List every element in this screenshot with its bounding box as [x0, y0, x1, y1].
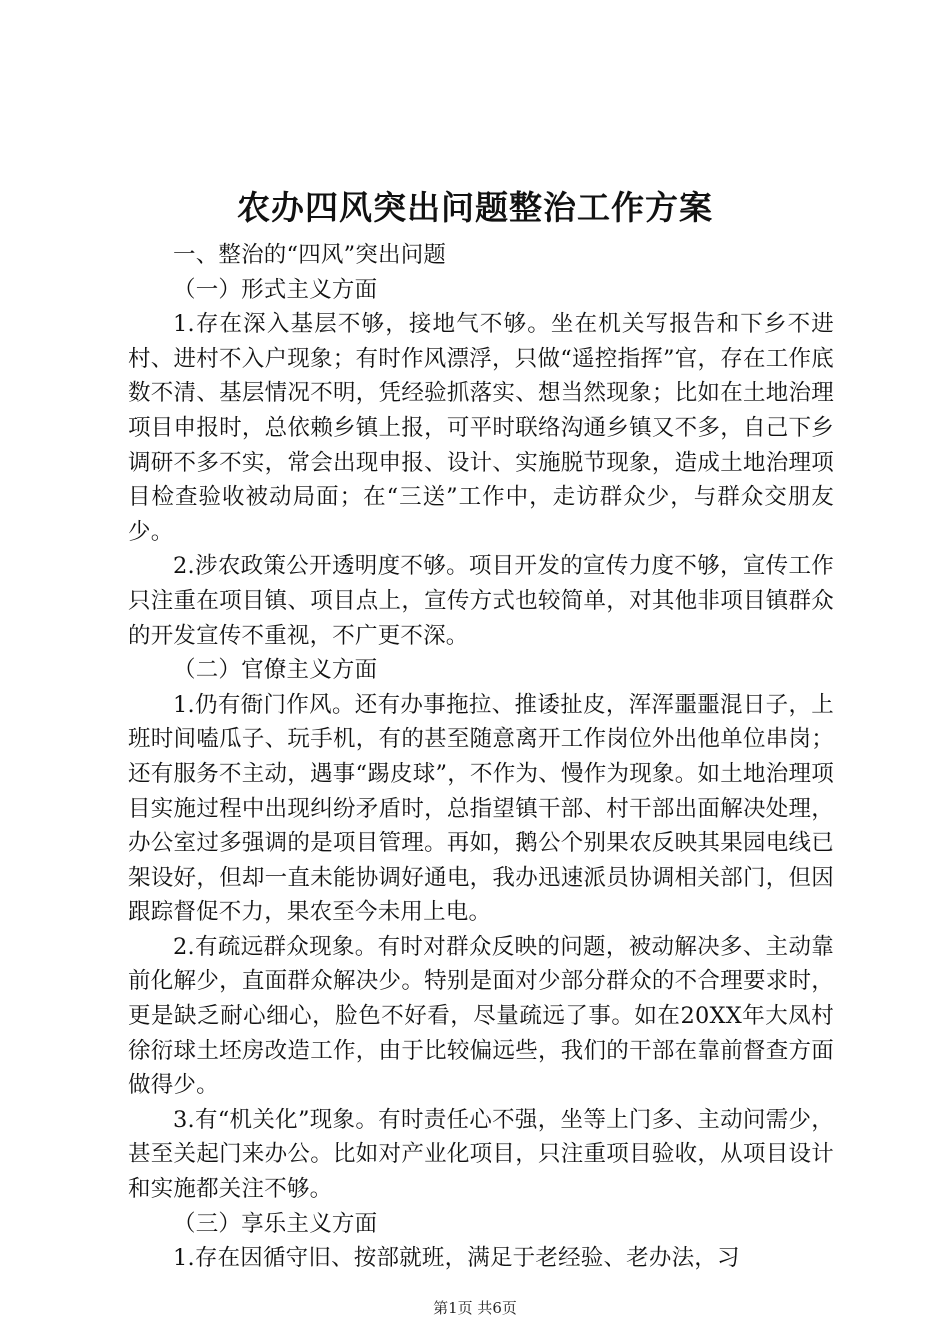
body-paragraph: 1.存在深入基层不够，接地气不够。坐在机关写报告和下乡不进村、进村不入户现象；有时作风漂浮，只做“遥控指挥”官，存在工作底数不清、基层情况不明，凭经验抓落实、想当然现象；比如在土地治理项目申报时，总依赖乡镇上报，可平时联络沟通乡镇又不多，自己下乡调研不多不实，常会出现申报、设计、实施脱节现象，造成土地治理项目检查验收被动局面；在“三送”工作中，走访群众少，与群众交朋友少。 [128, 311, 834, 545]
page-footer: 第1页 共6页 [433, 1299, 517, 1317]
body-paragraph: 1.存在因循守旧、按部就班，满足于老经验、老办法，习 [173, 1245, 740, 1272]
body-paragraph: 2.涉农政策公开透明度不够。项目开发的宣传力度不够，宣传工作只注重在项目镇、项目点上，宣传方式也较简单，对其他非项目镇群众的开发宣传不重视，不广更不深。 [128, 553, 834, 649]
subsection-heading: （三）享乐主义方面 [173, 1210, 378, 1237]
body-paragraph: 3.有“机关化”现象。有时责任心不强，坐等上门多、主动问需少，甚至关起门来办公。比如对产业化项目，只注重项目验收，从项目设计和实施都关注不够。 [128, 1106, 834, 1203]
body-paragraph: 2.有疏远群众现象。有时对群众反映的问题，被动解决多、主动靠前化解少，直面群众解决少。特别是面对少部分群众的不合理要求时，更是缺乏耐心细心，脸色不好看，尽量疏远了事。如在20XX年大凤村徐衍球土坯房改造工作，由于比较偏远些，我们的干部在靠前督查方面做得少。 [128, 933, 834, 1099]
document-title: 农办四风突出问题整治工作方案 [237, 188, 713, 227]
body-paragraph: 1.仍有衙门作风。还有办事拖拉、推诿扯皮，浑浑噩噩混日子，上班时间嗑瓜子、玩手机，有的甚至随意离开工作岗位外出他单位串岗；还有服务不主动，遇事“踢皮球”，不作为、慢作为现象。如土地治理项目实施过程中出现纠纷矛盾时，总指望镇干部、村干部出面解决处理，办公室过多强调的是项目管理。再如，鹅公个别果农反映其果园电线已架设好，但却一直未能协调好通电，我办迅速派员协调相关部门，但因跟踪督促不力，果农至今未用上电。 [128, 691, 834, 926]
document-body [128, 238, 834, 1276]
section-heading: 一、整治的“四风”突出问题 [173, 242, 447, 268]
subsection-heading: （一）形式主义方面 [173, 276, 378, 303]
subsection-heading: （二）官僚主义方面 [173, 657, 378, 684]
